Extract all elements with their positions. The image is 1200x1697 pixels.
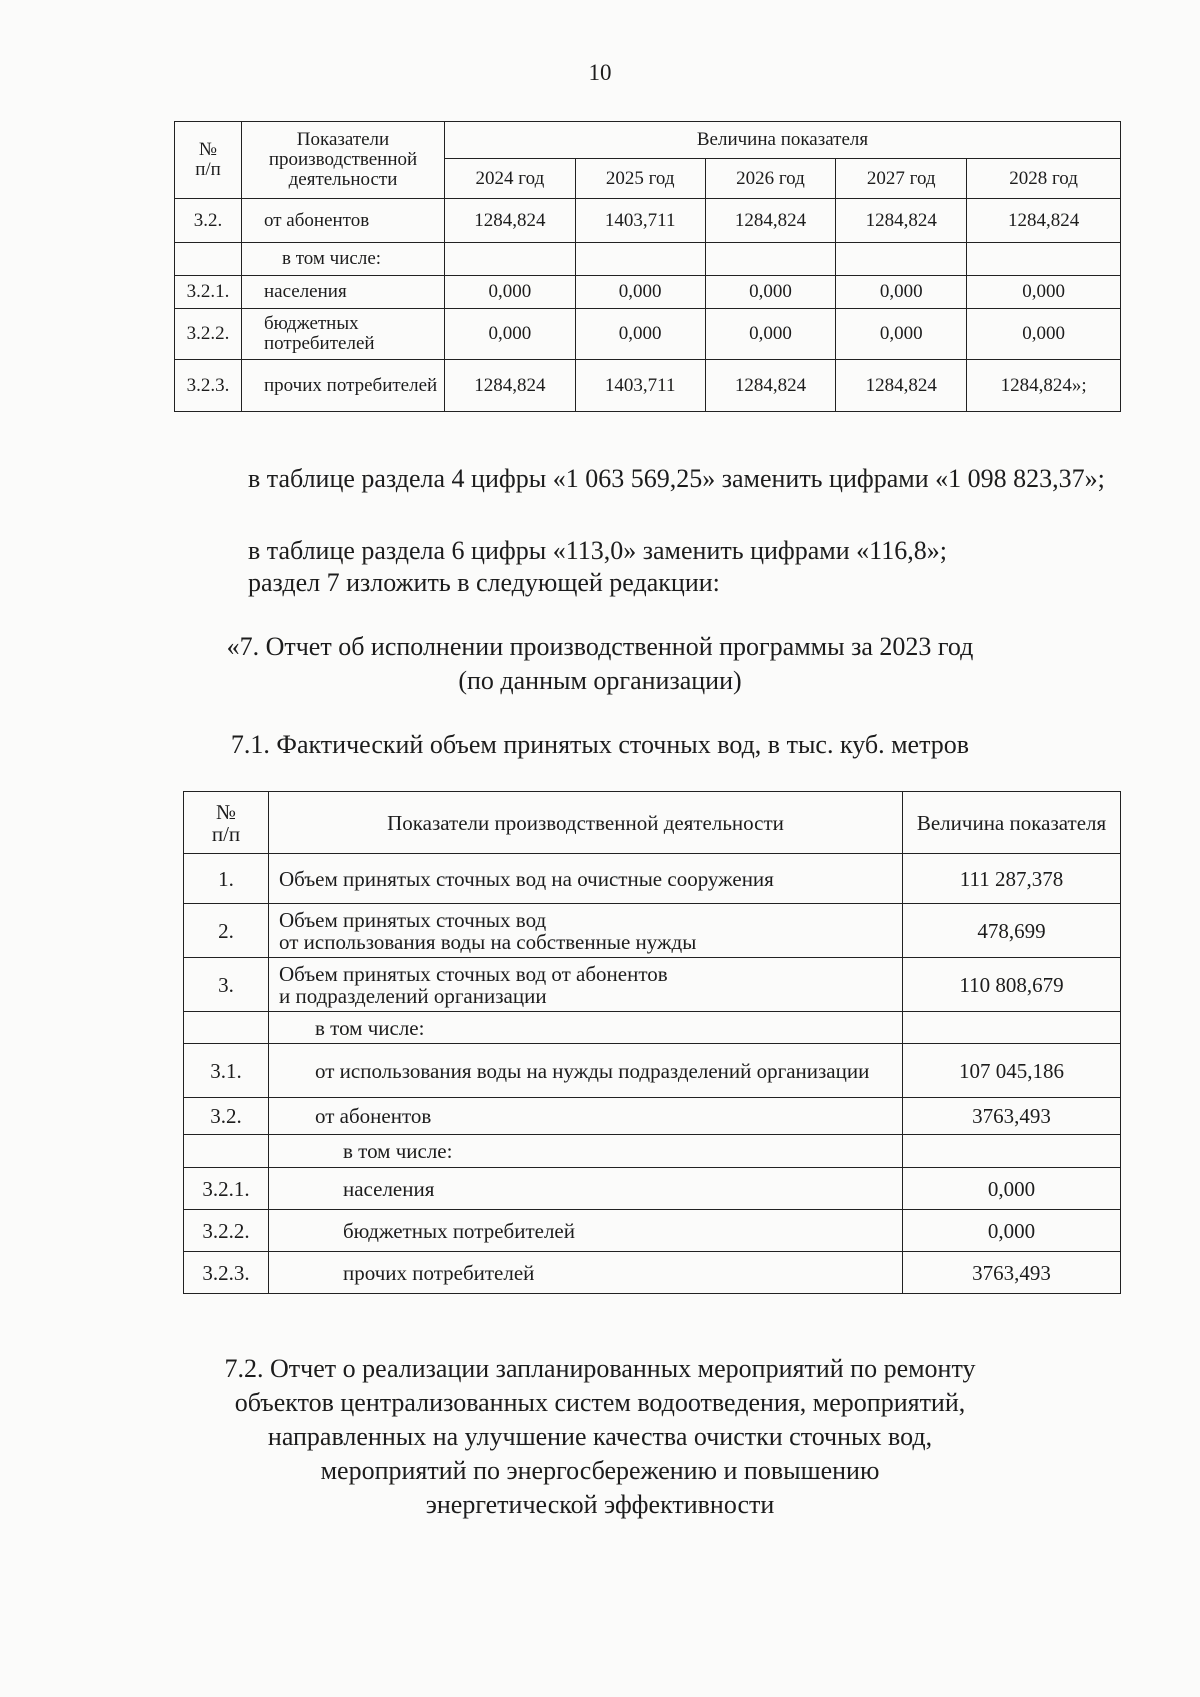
- row-label: прочих потребителей: [242, 360, 445, 412]
- row-label: Объем принятых сточных вод от абонентов и подразделений организации: [269, 958, 903, 1012]
- row-value: 0,000: [836, 309, 967, 360]
- header-value: Величина показателя: [903, 792, 1121, 854]
- row-number: 3.2.3.: [184, 1252, 269, 1294]
- table-row: [175, 243, 1121, 276]
- row-number: 3.1.: [184, 1044, 269, 1098]
- header-value-group: Величина показателя: [445, 122, 1121, 159]
- row-value: 1284,824: [836, 360, 967, 412]
- table-row: [175, 309, 1121, 360]
- row-value: 0,000: [903, 1210, 1121, 1252]
- table-header-row: [175, 122, 1121, 159]
- section72-title-line: объектов централизованных систем водоотведения, мероприятий,: [234, 1388, 966, 1417]
- row-label: от абонентов: [269, 1098, 903, 1135]
- section72-title-line: направленных на улучшение качества очистки сточных вод,: [267, 1422, 933, 1451]
- row-number: [184, 1135, 269, 1168]
- row-value: 1284,824: [705, 199, 836, 243]
- row-number: [175, 243, 242, 276]
- row-number: 2.: [184, 904, 269, 958]
- row-label: прочих потребителей: [269, 1252, 903, 1294]
- row-value: 0,000: [575, 276, 705, 309]
- row-value: 111 287,378: [903, 854, 1121, 904]
- row-value: 3763,493: [903, 1098, 1121, 1135]
- row-value: 0,000: [575, 309, 705, 360]
- row-value: 0,000: [967, 276, 1121, 309]
- row-value: 0,000: [705, 276, 836, 309]
- header-year: 2027 год: [836, 159, 967, 199]
- row-value: 1284,824: [836, 199, 967, 243]
- header-indicator: Показатели производственной деятельности: [269, 792, 903, 854]
- row-label: бюджетных потребителей: [269, 1210, 903, 1252]
- section71-subtitle: 7.1. Фактический объем принятых сточных вод, в тыс. куб. метров: [230, 730, 970, 759]
- table-row: [184, 1012, 1121, 1044]
- row-value: [705, 243, 836, 276]
- row-value: 1403,711: [575, 360, 705, 412]
- table-row: [184, 854, 1121, 904]
- table-row: [184, 1098, 1121, 1135]
- row-value: 1284,824: [967, 199, 1121, 243]
- row-value: 0,000: [903, 1168, 1121, 1210]
- row-value: 1403,711: [575, 199, 705, 243]
- table-row: [184, 1135, 1121, 1168]
- row-value: 1284,824»;: [967, 360, 1121, 412]
- header-year: 2024 год: [445, 159, 576, 199]
- row-value: 0,000: [836, 276, 967, 309]
- row-value: 1284,824: [445, 360, 576, 412]
- header-indicator: Показатели производственной деятельности: [242, 122, 445, 199]
- section72-title-line: мероприятий по энергосбережению и повышению: [320, 1456, 880, 1485]
- row-label: в том числе:: [269, 1012, 903, 1044]
- table-row: [184, 1252, 1121, 1294]
- row-value: [903, 1012, 1121, 1044]
- section72-title-line: энергетической эффективности: [425, 1490, 775, 1519]
- row-label: населения: [242, 276, 445, 309]
- row-label: от использования воды на нужды подразделений организации: [269, 1044, 903, 1098]
- header-year: 2026 год: [705, 159, 836, 199]
- row-label: в том числе:: [242, 243, 445, 276]
- row-value: 1284,824: [445, 199, 576, 243]
- wastewater-volume-table: [183, 791, 1121, 1294]
- row-number: 3.2.1.: [184, 1168, 269, 1210]
- row-value: [575, 243, 705, 276]
- table-row: [175, 276, 1121, 309]
- row-value: [903, 1135, 1121, 1168]
- row-number: [184, 1012, 269, 1044]
- row-value: 1284,824: [705, 360, 836, 412]
- section7-title-line1: «7. Отчет об исполнении производственной программы за 2023 год: [226, 632, 974, 661]
- section7-title-line2: (по данным организации): [458, 666, 742, 695]
- header-number: № п/п: [184, 792, 269, 854]
- section72-title-line: 7.2. Отчет о реализации запланированных мероприятий по ремонту: [224, 1354, 976, 1383]
- row-value: 478,699: [903, 904, 1121, 958]
- table-row: [184, 1044, 1121, 1098]
- row-label: Объем принятых сточных вод на очистные сооружения: [269, 854, 903, 904]
- row-value: 3763,493: [903, 1252, 1121, 1294]
- row-label: населения: [269, 1168, 903, 1210]
- row-value: [445, 243, 576, 276]
- amendment-paragraph-section7: раздел 7 изложить в следующей редакции:: [248, 568, 720, 597]
- row-value: 0,000: [445, 309, 576, 360]
- row-label: Объем принятых сточных вод от использования воды на собственные нужды: [269, 904, 903, 958]
- table-row: [184, 958, 1121, 1012]
- table-row: [175, 199, 1121, 243]
- row-value: 110 808,679: [903, 958, 1121, 1012]
- row-value: 107 045,186: [903, 1044, 1121, 1098]
- row-value: [836, 243, 967, 276]
- row-value: [967, 243, 1121, 276]
- header-year: 2025 год: [575, 159, 705, 199]
- amendment-paragraph-section4: в таблице раздела 4 цифры «1 063 569,25» заменить цифрами «1 098 823,37»;: [248, 464, 1105, 493]
- row-number: 3.2.3.: [175, 360, 242, 412]
- table-row: [184, 904, 1121, 958]
- row-number: 3.2.2.: [184, 1210, 269, 1252]
- row-value: 0,000: [445, 276, 576, 309]
- section7-title: [0, 630, 1200, 698]
- table-header-row: [184, 792, 1121, 854]
- header-year: 2028 год: [967, 159, 1121, 199]
- section72-title: [0, 1352, 1200, 1522]
- row-value: 0,000: [967, 309, 1121, 360]
- row-number: 3.2.: [175, 199, 242, 243]
- page-number: 10: [588, 60, 612, 85]
- row-label: бюджетных потребителей: [242, 309, 445, 360]
- row-number: 1.: [184, 854, 269, 904]
- amendment-paragraph-section6: в таблице раздела 6 цифры «113,0» заменить цифрами «116,8»;: [248, 536, 947, 565]
- row-number: 3.2.1.: [175, 276, 242, 309]
- row-label: в том числе:: [269, 1135, 903, 1168]
- table-row: [175, 360, 1121, 412]
- row-label: от абонентов: [242, 199, 445, 243]
- row-number: 3.2.2.: [175, 309, 242, 360]
- table-row: [184, 1168, 1121, 1210]
- table-row: [184, 1210, 1121, 1252]
- row-value: 0,000: [705, 309, 836, 360]
- production-indicators-table: [174, 121, 1121, 412]
- row-number: 3.2.: [184, 1098, 269, 1135]
- row-number: 3.: [184, 958, 269, 1012]
- header-number: № п/п: [175, 122, 242, 199]
